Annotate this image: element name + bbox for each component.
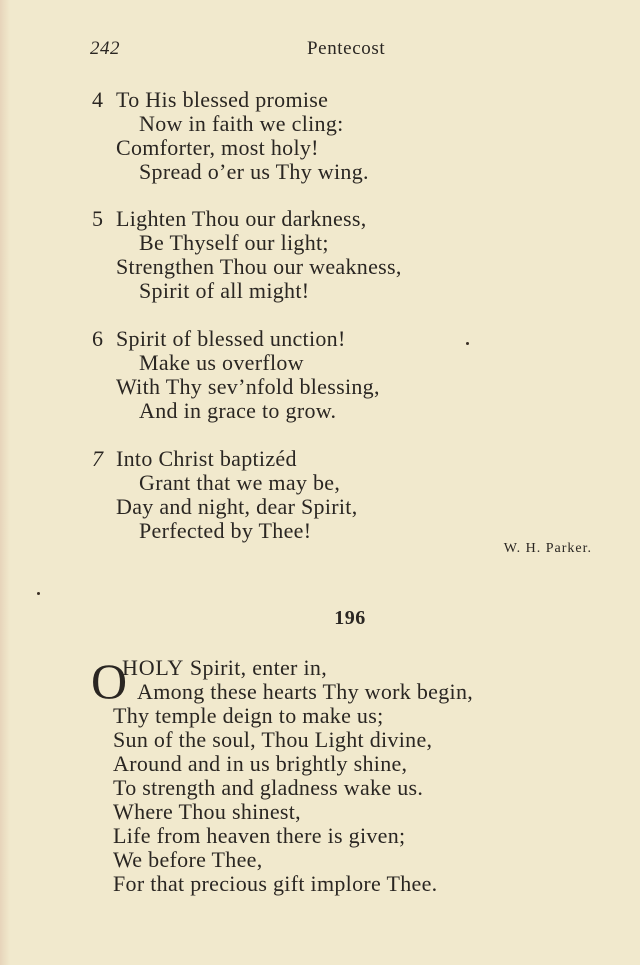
- verse-text: Into Christ baptizéd: [116, 446, 297, 471]
- paper-speck: [37, 592, 40, 595]
- verse-line: Make us overflow: [139, 350, 304, 375]
- drop-cap: O: [91, 653, 128, 709]
- verse-line: Day and night, dear Spirit,: [116, 494, 358, 519]
- verse-line: Grant that we may be,: [139, 470, 341, 495]
- verse-line: Sun of the soul, Thou Light divine,: [113, 727, 433, 752]
- verse-line: With Thy sev’nfold blessing,: [116, 374, 380, 399]
- verse-line: Among these hearts Thy work begin,: [137, 679, 474, 704]
- verse-line: [92, 88, 612, 112]
- verse-line: Perfected by Thee!: [139, 518, 312, 543]
- paper-speck: [466, 342, 469, 345]
- stanza-6: [92, 327, 612, 423]
- verse-line: Comforter, most holy!: [116, 135, 319, 160]
- verse-line: To strength and gladness wake us.: [113, 775, 424, 800]
- verse-line: Spread o’er us Thy wing.: [139, 159, 369, 184]
- verse-text: Lighten Thou our darkness,: [116, 206, 367, 231]
- verse-line: [91, 656, 611, 680]
- verse-line: [92, 207, 612, 231]
- stanza-number: 7: [92, 446, 104, 471]
- verse-text: Spirit of blessed unction!: [116, 326, 346, 351]
- verse-line: Strengthen Thou our weakness,: [116, 254, 402, 279]
- verse-line: Spirit of all might!: [139, 278, 310, 303]
- verse-line: Thy temple deign to make us;: [113, 703, 384, 728]
- stanza-4: [92, 88, 612, 184]
- stanza-5: [92, 207, 612, 303]
- verse-line: For that precious gift implore Thee.: [113, 871, 438, 896]
- hymn-196: [91, 653, 611, 896]
- stanza-number: 4: [92, 87, 104, 112]
- verse-line: Now in faith we cling:: [139, 111, 344, 136]
- verse-line: Around and in us brightly shine,: [113, 751, 408, 776]
- page-edge-shadow: [0, 0, 10, 965]
- stanza-number: 5: [92, 206, 104, 231]
- verse-text: Spirit, enter in,: [184, 655, 327, 680]
- small-caps-word: HOLY: [122, 655, 185, 680]
- verse-line: [92, 327, 612, 351]
- verse-line: Where Thou shinest,: [113, 799, 301, 824]
- verse-line: And in grace to grow.: [139, 398, 337, 423]
- verse-line: Be Thyself our light;: [139, 230, 329, 255]
- verse-text: To His blessed promise: [116, 87, 329, 112]
- stanza-number: 6: [92, 326, 104, 351]
- author-attribution: W. H. Parker.: [503, 541, 592, 556]
- verse-line: We before Thee,: [113, 847, 263, 872]
- stanza-7: [92, 447, 612, 543]
- running-head: Pentecost: [307, 38, 386, 59]
- verse-line: Life from heaven there is given;: [113, 823, 406, 848]
- hymn-number: 196: [334, 607, 366, 629]
- page-number: 242: [90, 38, 120, 59]
- verse-line: [92, 447, 612, 471]
